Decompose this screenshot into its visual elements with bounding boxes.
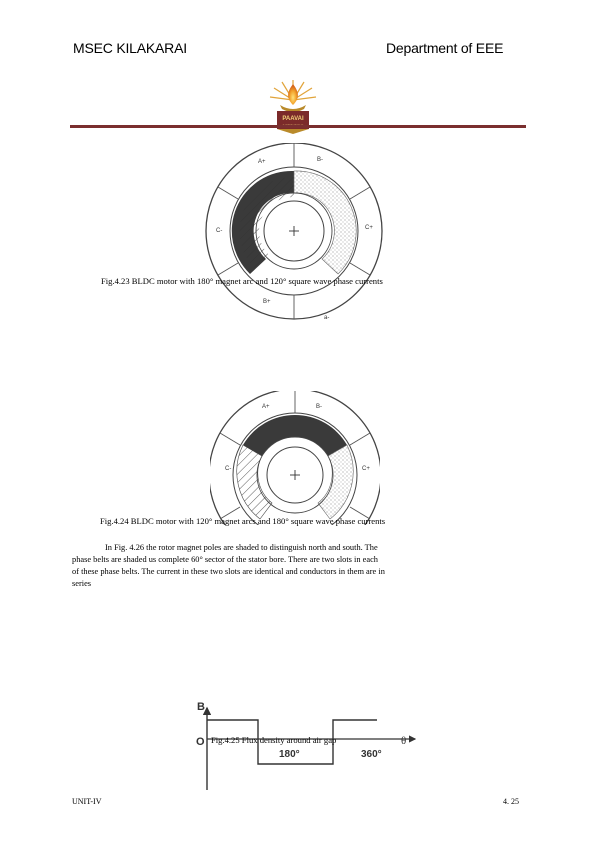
body-paragraph — [72, 542, 467, 590]
paragraph-line-3: of these phase belts. The current in these two slots are identical and conductors in them are in — [72, 567, 385, 576]
tick-180: 180° — [279, 749, 300, 760]
paragraph-line-1: In Fig. 4.26 the rotor magnet poles are shaded to distinguish north and south. The — [105, 543, 378, 552]
footer-left: UNIT-IV — [72, 797, 102, 806]
header-left: MSEC KILAKARAI — [73, 40, 187, 56]
tick-360: 360° — [361, 749, 382, 760]
axis-label-theta: θ — [401, 735, 407, 747]
header-right: Department of EEE — [386, 40, 504, 56]
figure-1-caption: Fig.4.23 BLDC motor with 180° magnet arc and 120° square wave phase currents — [101, 276, 383, 286]
figure-2-motor-diagram — [210, 391, 380, 525]
fig1-label-c-plus: C+ — [365, 225, 373, 231]
figure-1-motor-diagram — [200, 143, 390, 329]
fig1-label-b-minus: B- — [317, 157, 323, 163]
figure-3-caption: Fig.4.25 Flux density around air gap — [211, 735, 337, 745]
axis-label-b: B — [197, 701, 205, 713]
fig2-label-c-minus: C- — [225, 466, 232, 472]
paragraph-line-4: series — [72, 579, 92, 588]
fig1-label-a-plus: A+ — [258, 159, 266, 165]
fig2-label-b-minus: B- — [316, 404, 322, 410]
fig2-label-a-plus: A+ — [262, 404, 270, 410]
fig2-label-c-plus: C+ — [362, 466, 370, 472]
fig1-label-b-plus: B+ — [263, 299, 271, 305]
paragraph-line-2: phase belts are shaded us complete 60° sector of the stator bore. There are two slots in each — [72, 555, 378, 564]
figure-2-caption: Fig.4.24 BLDC motor with 120° magnet arcs and 180° square wave phase currents — [100, 516, 386, 526]
header-rule — [70, 125, 526, 128]
footer-right: 4. 25 — [503, 797, 519, 806]
origin-label: O — [196, 736, 205, 748]
fig1-label-a-minus: a- — [324, 315, 330, 321]
logo-text-top: PAAVAI — [282, 116, 304, 122]
fig1-label-c-minus: C- — [216, 228, 223, 234]
